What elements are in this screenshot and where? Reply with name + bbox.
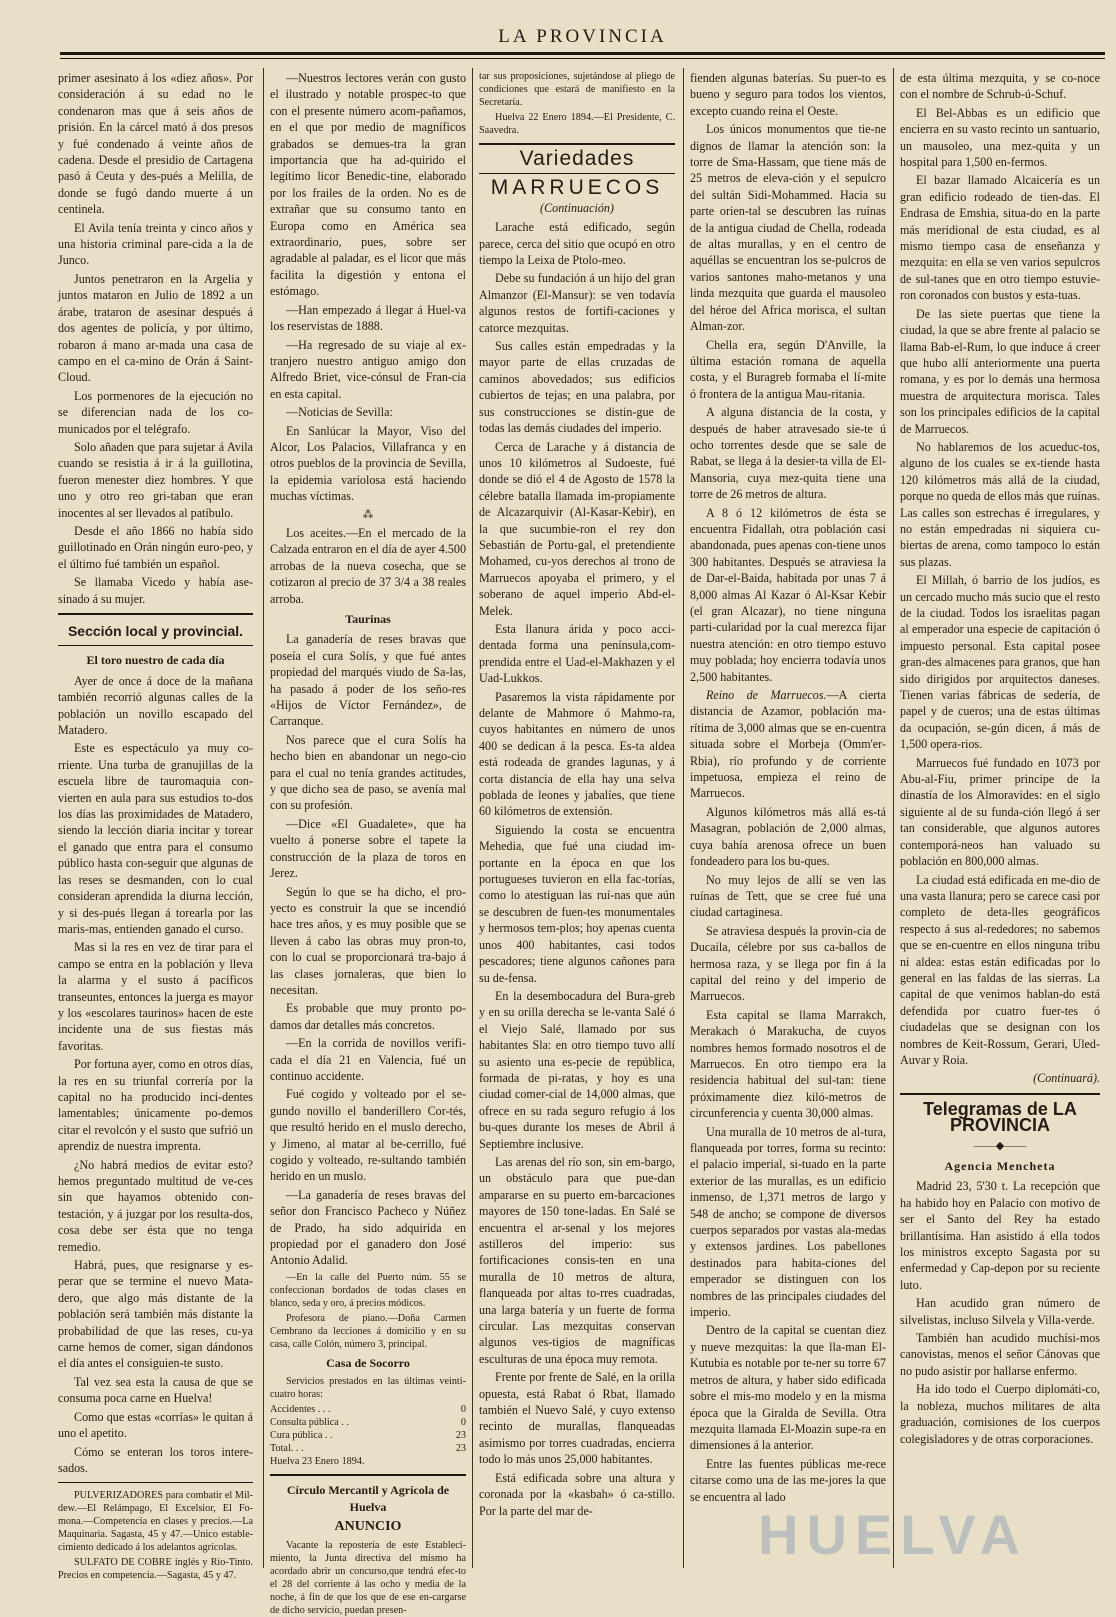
- masthead-rule: [60, 52, 1105, 55]
- socorro-intro: Servicios prestados en las últimas veinti-cuatro horas:: [270, 1376, 466, 1401]
- column-divider: [263, 68, 264, 1568]
- paragraph: Ha ido todo el Cuerpo diplomáti-co, la nobleza, muchos militares de alta graduación, comisiones de los cuerpos colegisladores y de otras corporaciones.: [900, 1382, 1100, 1446]
- section-rule: [479, 173, 675, 174]
- paragraph: —Han empezado á llegar á Huel-va los reservistas de 1888.: [270, 302, 466, 334]
- paragraph: Mas si la res en vez de tirar para el campo se entra en la población y lleva la alarma y el susto á pacíficos transeuntes, entonces la juerga es mayor y los «escolares taurinos» hacen de este incidente una de sus fiestas más favoritas.: [58, 940, 253, 1053]
- paragraph: Esta llanura árida y poco acci-dentada forma una península,com-prendida entre el Uad-el-Makhazen y el Uad-Lukkos.: [479, 621, 675, 686]
- paragraph: Dentro de la capital se cuentan diez y nueve mezquitas: la que lla-man El-Kutubia es notable por te-ner su torre 67 metros de altura, y haber sido edificada sobre el mis-mo modelo y en la misma época que la Giralda de Sevilla. Otra mezquita llamada El-Moazin supe-ra en dimensiones á la anterior.: [690, 1323, 886, 1453]
- section-rule: [58, 645, 253, 646]
- paragraph: Habrá, pues, que resignarse y es-perar que se termine el nuevo Mata-dero, que algo más distante de la población será también más distante la probabilidad de que las reses, cu-ya carne hemos de comer, sigan dándonos el día antes el consiguien-te susto.: [58, 1258, 253, 1371]
- agency-name: Agencia Mencheta: [944, 1159, 1056, 1173]
- paragraph: Nos parece que el cura Solís ha hecho bien en abandonar un nego-cio para el cual no tenía grandes actitudes, y que dicho sea de paso, se avenía mal con su profesión.: [270, 732, 466, 813]
- paragraph: Sus calles están empedradas y la mayor parte de ellas cruzadas de caminos abovedados; sus edificios cubiertos de tejas; en una palabra, por sus construcciones se distin-gue de todas las demás ciudades del imperio.: [479, 339, 675, 436]
- paragraph: Madrid 23, 5'30 t. La recepción que ha habido hoy en Palacio con motivo de ser el Santo del Rey ha estado brillantísima. Han asistido á ella todos los ministros excepto Sagasta por su enfermedad y Cap-depon por su reciente luto.: [900, 1179, 1100, 1292]
- socorro-date: Huelva 23 Enero 1894.: [270, 1456, 365, 1468]
- paragraph: —Noticias de Sevilla:: [286, 405, 393, 420]
- paragraph: —La ganadería de reses bravas del señor don Francisco Pacheco y Núñez de Prado, ha sido adquirida en propiedad por el ganadero don José Antonio Adalid.: [270, 1187, 466, 1268]
- paragraph: En la desembocadura del Bura-greb y en su orilla derecha se le-vanta Salé ó el Viejo Salé, llamado por sus habitantes Sla: en otro tiempo tuvo allí su asiento una es-pecie de república, formada de pi-ratas, y hoy es una ciudad comer-cial de 14,000 almas, que ofrece en su rada seguro refugio á los bu-ques durante los meses de Abril á Septiembre inclusive.: [479, 988, 675, 1151]
- paragraph: Esta capital se llama Marrakch, Merakach ó Marakucha, de cuyos nombres hemos formado nosotros el de Marruecos. En otro tiempo era la residencia habitual del sul-tan: tiene próximamente diez kiló-metros de circunferencia y cuenta 30,000 almas.: [690, 1007, 886, 1121]
- notice: Profesora de piano.—Doña Carmen Cembrano da lecciones á domicilio y en su casa, calle Colón, número 3, principal.: [270, 1312, 466, 1350]
- paragraph: En Sanlúcar la Mayor, Viso del Alcor, Los Palacios, Villafranca y en otros pueblos de la provincia de Sevilla, la epidemia variolosa está haciendo muchas víctimas.: [270, 423, 466, 504]
- socorro-table: [270, 1403, 466, 1468]
- section-title: Telegramas de LA PROVINCIA: [923, 1098, 1077, 1136]
- paragraph: No hablaremos de los acueduc-tos, alguno de los cuales se ex-tiende hasta 120 kilómetros más allá de la ciudad, porque no queda de ellos más que ruínas. Las calles son estrechas é irregulares, y no están empedradas ni siquiera cu-biertas de arena, como tampoco lo están sus plazas.: [900, 439, 1100, 569]
- paragraph: Se atraviesa después la provin-cia de Ducaila, célebre por sus ca-ballos de hermosa raza, y se llega por fin á la capital del reino y del imperio de Marruecos.: [690, 923, 886, 1004]
- paragraph: A 8 ó 12 kilómetros de ésta se encuentra Fidallah, otra población casi abandonada, pues apenas con-tiene unos 300 habitantes. Después se atraviesa la de Dar-el-Baida, habitada por unas 7 á 8,000 almas Al Kazar ó Al-Ksar Kebir (el gran Alcazar), no tiene ninguna parti-cularidad por la cual merezca fijar nuestra atención: en otro tiempo estuvo muy poblada; hoy encierra todavía unos 2,500 habitantes.: [690, 505, 886, 684]
- section-rule: [58, 613, 253, 615]
- newspaper-title: LA PROVINCIA: [498, 26, 667, 47]
- column-5: [900, 70, 1100, 1590]
- paragraph: Juntos penetraron en la Argelia y juntos mataron en Julio de 1892 a un árabe, trataron de asesinar después á dos agentes de policía, y por último, robaron á mano ar-mada una casa de campo en el ca-mino de Orán á Saint-Cloud.: [58, 271, 253, 385]
- paragraph: Debe su fundación á un hijo del gran Almanzor (El-Mansur): se ven todavía algunos restos de fortifi-caciones y catorce mezquitas.: [479, 271, 675, 335]
- paragraph: El Bel-Abbas es un edificio que encierra en su vasto recinto un santuario, un mausoleo, una mez-quita y un hospital para 1,500 en-fermos.: [900, 105, 1100, 170]
- article-title: El toro nuestro de cada día: [86, 653, 225, 668]
- paragraph: Frente por frente de Salé, en la orilla opuesta, está Rabat ó Rbat, llamado también el Nuevo Salé, y cuyo extenso recinto de murallas, flanqueadas asimismo por torres cuadradas, encierra todo lo más unos 25,000 habitantes.: [479, 1370, 675, 1467]
- column-2: [270, 70, 466, 1617]
- paragraph: De las siete puertas que tiene la ciudad, la que se abre frente al palacio se llama Bab-el-Rum, lo que induce á creer que hubo allí anteriormente una puerta romana, y es por lo demás una hermosa muestra de arquitectura morisca. Tales son los principales edificios de la capital de Marruecos.: [900, 306, 1100, 436]
- paragraph: Chella era, según D'Anville, la última estación romana de aquella costa, y el Buragreb formaba el lí-mite ó frontera de la antigua Mau-ritania.: [690, 337, 886, 401]
- paragraph: fienden algunas baterías. Su puer-to es bueno y seguro para todos los vientos, excepto cuando reina el Oeste.: [690, 71, 886, 118]
- paragraph: de esta última mezquita, y se co-noce con el nombre de Schrub-ú-Schuf.: [900, 71, 1100, 102]
- paragraph: Las arenas del río son, sin em-bargo, un obstáculo para que pue-dan ampararse en su puerto em-barcaciones mayores de 150 tone-ladas. En Salé se encuentra el ar-senal y los mejores astilleros del imperio: sus fortificaciones consis-ten en una muralla de 10 metros de altura, flanqueada por altas to-rres cuadradas, una larga batería y un fuerte de forma circular. Las mezquitas conservan algunos ves-tigios de magníficas esculturas de una época muy remota.: [479, 1154, 675, 1366]
- paragraph: Tal vez sea esta la causa de que se consuma poca carne en Huelva!: [58, 1374, 253, 1406]
- row-value: 0: [460, 1417, 466, 1429]
- column-divider: [683, 68, 684, 1568]
- total-value: 23: [455, 1443, 466, 1455]
- section-rule: [900, 1093, 1100, 1095]
- paragraph: —Ha regresado de su viaje al ex-tranjero nuestro antiguo amigo don Alfredo Briet, vice-cónsul de Fran-cia en esta capital.: [270, 337, 466, 401]
- section-rule: [479, 143, 675, 145]
- column-3: [479, 70, 675, 1590]
- continuation-label: (Continuación): [540, 200, 614, 215]
- paragraph: Está edificada sobre una altura y coronada por la «kasbah» ó ca-stillo. Por la parte del mar de-: [479, 1470, 675, 1518]
- paragraph: Como que estas «corrías» le quitan á uno el apetito.: [58, 1409, 253, 1441]
- row-label: Consulta pública . .: [270, 1417, 349, 1429]
- library-watermark: HUELVA: [758, 1503, 1028, 1566]
- paragraph: tar sus proposiciones, sujetándose al pliego de condiciones que estará de manifiesto en la Secretaría.: [479, 71, 675, 108]
- paragraph: También han acudido muchísi-mos canovistas, menos el señor Cánovas que no pudo asistir por hallarse enfermo.: [900, 1331, 1100, 1378]
- table-row: [270, 1416, 466, 1429]
- paragraph: Algunos kilómetros más allá es-tá Masagran, población de 2,000 almas, cuya bahía arenosa ofrece un buen fondeadero para los bu-ques.: [690, 804, 886, 869]
- section-title: Sección local y provincial.: [67, 623, 244, 639]
- paragraph: —Nuestros lectores verán con gusto el ilustrado y notable prospec-to que con el presente número acom-pañamos, en el que por medio de magníficos grabados se demues-tra la gran importancia que ha ad-quirido el legítimo licor Benedic-tine, elaborado por los frailes de la orden. No es de extrañar que su consumo tanto en Europa como en América sea extraordinario, pues, sobre ser agradable al paladar, es el licor que más facilita la digestión y entona el estómago.: [270, 71, 466, 299]
- continued-label: (Continuará).: [1033, 1071, 1100, 1086]
- row-label: Cura pública . .: [270, 1430, 333, 1442]
- paragraph: Una muralla de 10 metros de al-tura, flanqueada por torres, forma su recinto: el palacio imperial, si-tuado en la parte exterior de las murallas, es un edificio inmenso, de 1,371 metros de largo y 548 de ancho; se compone de diversos cuerpos separados por vastas ala-medas y extensos jardines. Los pabellones destinados para habita-ciones del emperador se distinguen con los nombres de las principales ciudades del imperio.: [690, 1124, 886, 1320]
- paragraph: A alguna distancia de la costa, y después de haber atravesado sie-te ú ocho torrentes desde que se sale de Rabat, se llega á la desier-ta villa de El-Mansoria, cuya mez-quita tiene una torre de 26 metros de altura.: [690, 405, 886, 502]
- paragraph: Ayer de once á doce de la mañana también recorrió algunas calles de la población un novillo escapado del Matadero.: [58, 673, 253, 738]
- notice: —En la calle del Puerto núm. 55 se confeccionan bordados de todas clases en blanco, seda y oro, á precios módicos.: [270, 1271, 466, 1309]
- column-divider: [472, 68, 473, 1568]
- ad-rule: [58, 1482, 253, 1483]
- paragraph: Larache está edificado, según parece, cerca del sitio que ocupó en otro tiempo la Leixa de Ptolo-meo.: [479, 220, 675, 268]
- paragraph: Cerca de Larache y á distancia de unos 10 kilómetros al Sudoeste, fué donde se dió el 4 de Agosto de 1578 la célebre batalla llamada im-propiamente de Alcazarquivir (Al-Kasar-Kebir), en la que sucumbie-ron el rey don Sebastián de Portu-gal, el pretendiente Mohamed, cu-yos derechos al trono de Marruecos apoyaba el primero, y el soberano de aquel imperio Abd-el-Melek.: [479, 439, 675, 618]
- paragraph-body: —A cierta distancia de Azamor, población ma-rítima de 3,000 almas que se en-cuentra situada sobre el Morbeja (Omm'er-Rbia), río profundo y de corriente impetuosa, empieza el reino de Marruecos.: [690, 688, 886, 801]
- anuncio-text: Vacante la repostería de este Estableci-miento, la Junta directiva del mismo ha acordado abrir un concurso,que tendrá efec-to el 28 del corriente á las ocho y media de la noche, á fin de que los que de ese en-cargarse de dicho servicio, puedan presen-: [270, 1540, 466, 1617]
- ornament: ——◆——: [973, 1139, 1027, 1152]
- anuncio-title: ANUNCIO: [334, 1519, 402, 1535]
- paragraph: —En la corrida de novillos verifi-cada el día 21 en Valencia, fué un continuo accidente.: [270, 1036, 466, 1083]
- paragraph: El bazar llamado Alcaicería es un gran edificio rodeado de tien-das. El Endrasa de Emshia, situa-do en la parte más meridional de esta ciudad, es al mismo tiempo casa de enseñanza y mezquita: en ella se ven varios sepulcros de sul-tanes que en otro tiempo estuvie-ron coronados con bustos y esta-tuas.: [900, 173, 1100, 303]
- paragraph: No muy lejos de allí se ven las ruínas de Tett, que se cree fué una ciudad cartaginesa.: [690, 872, 886, 920]
- paragraph: Es probable que muy pronto po-damos dar detalles más concretos.: [270, 1001, 466, 1032]
- signature: Huelva 22 Enero 1894.—El Presidente, C. Saavedra.: [479, 112, 675, 136]
- paragraph: Los únicos monumentos que tie-ne dignos de llamar la atención son: la torre de Sma-Hassam, que tiene más de 25 metros de eleva-ción y el sepulcro del sultán Sidi-Mohammed. Hacia su parte orien-tal se descubren las ruínas de la antigua ciudad de Chella, rodeada de altas murallas, y en el centro de aquéllas se encuentran los se-pulcros de varios santones maho-metanos y una linda mezquita que guarda el mausoleo del héroe del Africa morisca, el sultan Alman-zor.: [690, 122, 886, 334]
- paragraph: —Dice «El Guadalete», que ha vuelto á ponerse sobre el tapete la construcción de la plaza de toros en Jerez.: [270, 816, 466, 881]
- section-rule: [270, 1474, 466, 1476]
- table-row: [270, 1403, 466, 1416]
- paragraph: Cómo se enteran los toros intere-sados.: [58, 1444, 253, 1475]
- table-row: [270, 1429, 466, 1442]
- column-4: [690, 70, 886, 1590]
- paragraph: ¿No habrá medios de evitar esto? hemos preguntado multitud de ve-ces sin que hayamos obtenido con-testación, y á juzgar por los resulta-dos, cosa debe ser ésta que no tenga remedio.: [58, 1157, 253, 1254]
- paragraph: Pasaremos la vista rápidamente por delante de Mahmore ó Mahmo-ra, cuyos habitantes en número de unos 400 se dedican á la pesca. Es-ta aldea está rodeada de grandes lagunas, y á corta distancia de ella hay una selva poblada de leones y jabalíes, que tiene 60 kilómetros de extensión.: [479, 689, 675, 819]
- paragraph: Se llamaba Vicedo y había ase-sinado á su mujer.: [58, 575, 253, 606]
- circulo-title: Círculo Mercantil y Agrícola de Huelva: [286, 1483, 450, 1514]
- paragraph: [690, 687, 886, 802]
- column-1: [58, 70, 253, 1590]
- table-total: [270, 1442, 466, 1455]
- article-title: MARRUECOS: [490, 176, 664, 200]
- paragraph: Por fortuna ayer, como en otros días, la res en su triunfal correría por la capital no ha producido inci-dentes lamentables; únicamente po-demos citar el revolcón y el susto que sufrió un aprendiz de nuestra imprenta.: [58, 1057, 253, 1154]
- column-divider: [893, 68, 894, 1568]
- paragraph: Solo añaden que para sujetar á Avila cuando se resistia á ir á la guillotina, fueron menester diez hombres. Y que uno y otro reo gri-taban que eran inocentes al ser llevados al patíbulo.: [58, 439, 253, 520]
- row-value: 23: [455, 1430, 466, 1442]
- socorro-title: Casa de Socorro: [326, 1355, 410, 1370]
- advertisement: PULVERIZADORES para combatir el Mil-dew.—El Relámpago, El Excelsior, El Fo-mona.—Competencia en clases y precios.—La Maquinaria. Sagasta, 45 y 47.—Unico estable-cimiento dedicado á los adelantos agrícolas.: [58, 1490, 253, 1554]
- section-title: Variedades: [519, 147, 635, 170]
- paragraph: primer asesinato á los «diez años». Por consideración á su edad no le condenaron mas que á seis años de prisión. En la cárcel mató á dos presos y fué condenado á veinte años de cadena. Desde el presidio de Cartagena pasó á Ceuta y des-pués a Melilla, de donde se fugó dando muerte á un centinela.: [58, 71, 253, 217]
- paragraph: Este es espectáculo ya muy co-rriente. Una turba de granujillas de la escuela libre de tauromaquia con-vierten en aula para sus estudios to-dos los días las proximidades de Matadero, siendo la lección diaria incitar y torear el ganado que entra para el consumo público hasta con-seguir que algunas de las reses se desmanden, con lo cual consideran aprendida la diurna lección, y si des-pués llegan á torearla por las maris-mas, entienden ganado el curso.: [58, 741, 253, 936]
- article-title: Taurinas: [345, 612, 391, 626]
- ornament: ⁂: [362, 508, 374, 521]
- masthead: [60, 22, 1105, 56]
- paragraph: Marruecos fué fundado en 1073 por Abu-al-Fiu, primer principe de la dinastía de los Almoravides: en el siglo siguiente al de su funda-ción llegó á ser tan considerable, que algunos autores contemporá-neos han valuado su población en 800,000 almas.: [900, 755, 1100, 869]
- paragraph: Según lo que se ha dicho, el pro-yecto es construir la que se incendió hace tres años, y es muy posible que se lleven á cabo las obras muy pron-to, con lo cual se proporcionará tra-bajo á las clases jornaleras, que bien lo necesitan.: [270, 884, 466, 997]
- paragraph: Los pormenores de la ejecución no se diferencian nada de los co-municados por el telégrafo.: [58, 388, 253, 436]
- masthead-rule-thin: [60, 58, 1105, 59]
- paragraph: El Avila tenía treinta y cinco años y una historia criminal pare-cida a la de Junco.: [58, 220, 253, 268]
- paragraph: El Millah, ó barrio de los judíos, es un cercado mucho más sucio que el resto de la ciudad. Todos los israelitas pagan al emperador una especie de capitación ó impuesto personal. Esta capital posee gran-des almacenes para granos, que han sido dirigidos por arquitectos daneses. Tienen varias fábricas de sedería, de papel y de cueros; una de estas últimas da ocupación, se-gún dicen, á más de 1,500 opera-rios.: [900, 573, 1100, 752]
- paragraph: Los aceites.—En el mercado de la Calzada entraron en el día de ayer 4.500 arrobas de la nueva cosecha, que se cotizaron al precio de 37 3/4 a 38 reales arroba.: [270, 525, 466, 606]
- advertisement: SULFATO DE COBRE inglés y Río-Tinto. Precios en competencia.—Sagasta, 45 y 47.: [58, 1557, 253, 1582]
- paragraph: Entre las fuentes públicas me-rece citarse como una de las me-jores la que se encuentra al lado: [690, 1456, 886, 1504]
- total-label: Total. . .: [270, 1443, 304, 1455]
- paragraph: Fué cogido y volteado por el se-gundo novillo el banderillero Cor-tés, que resultó herido en el muslo derecho, y Jimeno, al matar al be-cerrillo, fué cogido y volteado, re-sultando también herido en un muslo.: [270, 1087, 466, 1184]
- paragraph: Siguiendo la costa se encuentra Mehedia, que fué una ciudad im-portante en la época en que los portugueses tuvieron en ella fac-torías, como lo atestiguan las ruí-nas que aún se descubren de fuen-tes monumentales y hermosos tem-plos; hoy apenas cuenta unos 400 habitantes, casi todos pescadores; tiene algunos cañones para su de-fensa.: [479, 822, 675, 985]
- paragraph: La ganadería de reses bravas que poseía el cura Solís, y que fué antes propiedad del marqués viudo de Sa-las, ha pasado á poder de los seño-res «Hijos de Víctor Fernández», de Carranque.: [270, 632, 466, 729]
- paragraph: La ciudad está edificada en me-dio de una vasta llanura; pero se carece casi por completo de deta-lles geográficos respecto á sus al-rededores; no sabemos que se en-cuentre en ellos ninguna tribu ni aldea: estas están edificadas por lo general en las faldas de las sierras. La capital de que venimos hablan-do está defendida por cuatro fuer-tes ó ciudadelas que se designan con los nombres de Keit-Rossum, Gerari, Uled-Auvar y Roia.: [900, 872, 1100, 1067]
- paragraph: Desde el año 1866 no había sido guillotinado en Orán ningún euro-peo, y el último fué también un español.: [58, 523, 253, 571]
- row-label: Accidentes . . .: [270, 1404, 331, 1416]
- paragraph-lead: Reino de Marruecos.: [706, 688, 827, 703]
- paragraph: Han acudido gran número de silvelistas, incluso Silvela y Villa-verde.: [900, 1296, 1100, 1327]
- row-value: 0: [460, 1404, 466, 1416]
